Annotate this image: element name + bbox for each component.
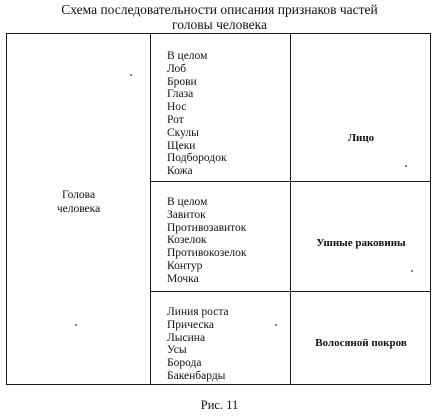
scan-speck: [130, 74, 132, 76]
list-item: Подбородок: [167, 152, 227, 165]
column-divider-1: [150, 34, 151, 384]
list-item: В целом: [167, 196, 208, 208]
row-divider-2: [150, 291, 430, 292]
scan-speck: [405, 165, 407, 167]
list-item: Рот: [167, 113, 184, 126]
list-item: Прическа: [167, 318, 215, 331]
list-item: В целом: [167, 50, 208, 62]
head-label-line-2: человека: [56, 203, 101, 215]
list-item: Глаза: [167, 88, 194, 101]
figure-caption: Рис. 11: [200, 398, 239, 412]
figure-title: [0, 2, 439, 32]
scan-speck: [75, 324, 77, 326]
list-item: Щеки: [167, 139, 196, 152]
hair-features-list: [167, 306, 229, 383]
head-label-line-1: Голова: [61, 189, 96, 201]
column-divider-2: [290, 34, 291, 384]
face-features-list: [167, 50, 227, 178]
ear-features-list: [167, 196, 246, 286]
scheme-table: [6, 33, 431, 385]
list-item: Кожа: [167, 165, 193, 178]
row-divider-1: [150, 181, 430, 182]
category-hair: Волосяной покров: [315, 337, 407, 349]
list-item: Лысина: [167, 331, 206, 344]
list-item: Мочка: [167, 272, 199, 285]
list-item: Противозавиток: [167, 221, 247, 234]
category-face: Лицо: [347, 132, 375, 144]
head-label-cell: [7, 188, 150, 216]
list-item: Козелок: [167, 234, 207, 247]
list-item: Усы: [167, 344, 187, 357]
figure-title-line-1: Схема последовательности описания признаков частей: [61, 2, 378, 17]
list-item: Завиток: [167, 208, 206, 221]
list-item: Бакенбарды: [167, 369, 226, 382]
scan-speck: [411, 270, 413, 272]
list-item: Линия роста: [167, 306, 229, 318]
list-item: Скулы: [167, 126, 199, 139]
figure-title-line-2: головы человека: [172, 17, 267, 32]
list-item: Контур: [167, 259, 203, 272]
list-item: Брови: [167, 75, 197, 88]
category-ears: Ушные раковины: [316, 237, 406, 249]
list-item: Борода: [167, 357, 202, 370]
list-item: Лоб: [167, 62, 187, 75]
list-item: Нос: [167, 101, 187, 114]
scan-speck: [275, 324, 277, 326]
list-item: Противокозелок: [167, 247, 247, 260]
